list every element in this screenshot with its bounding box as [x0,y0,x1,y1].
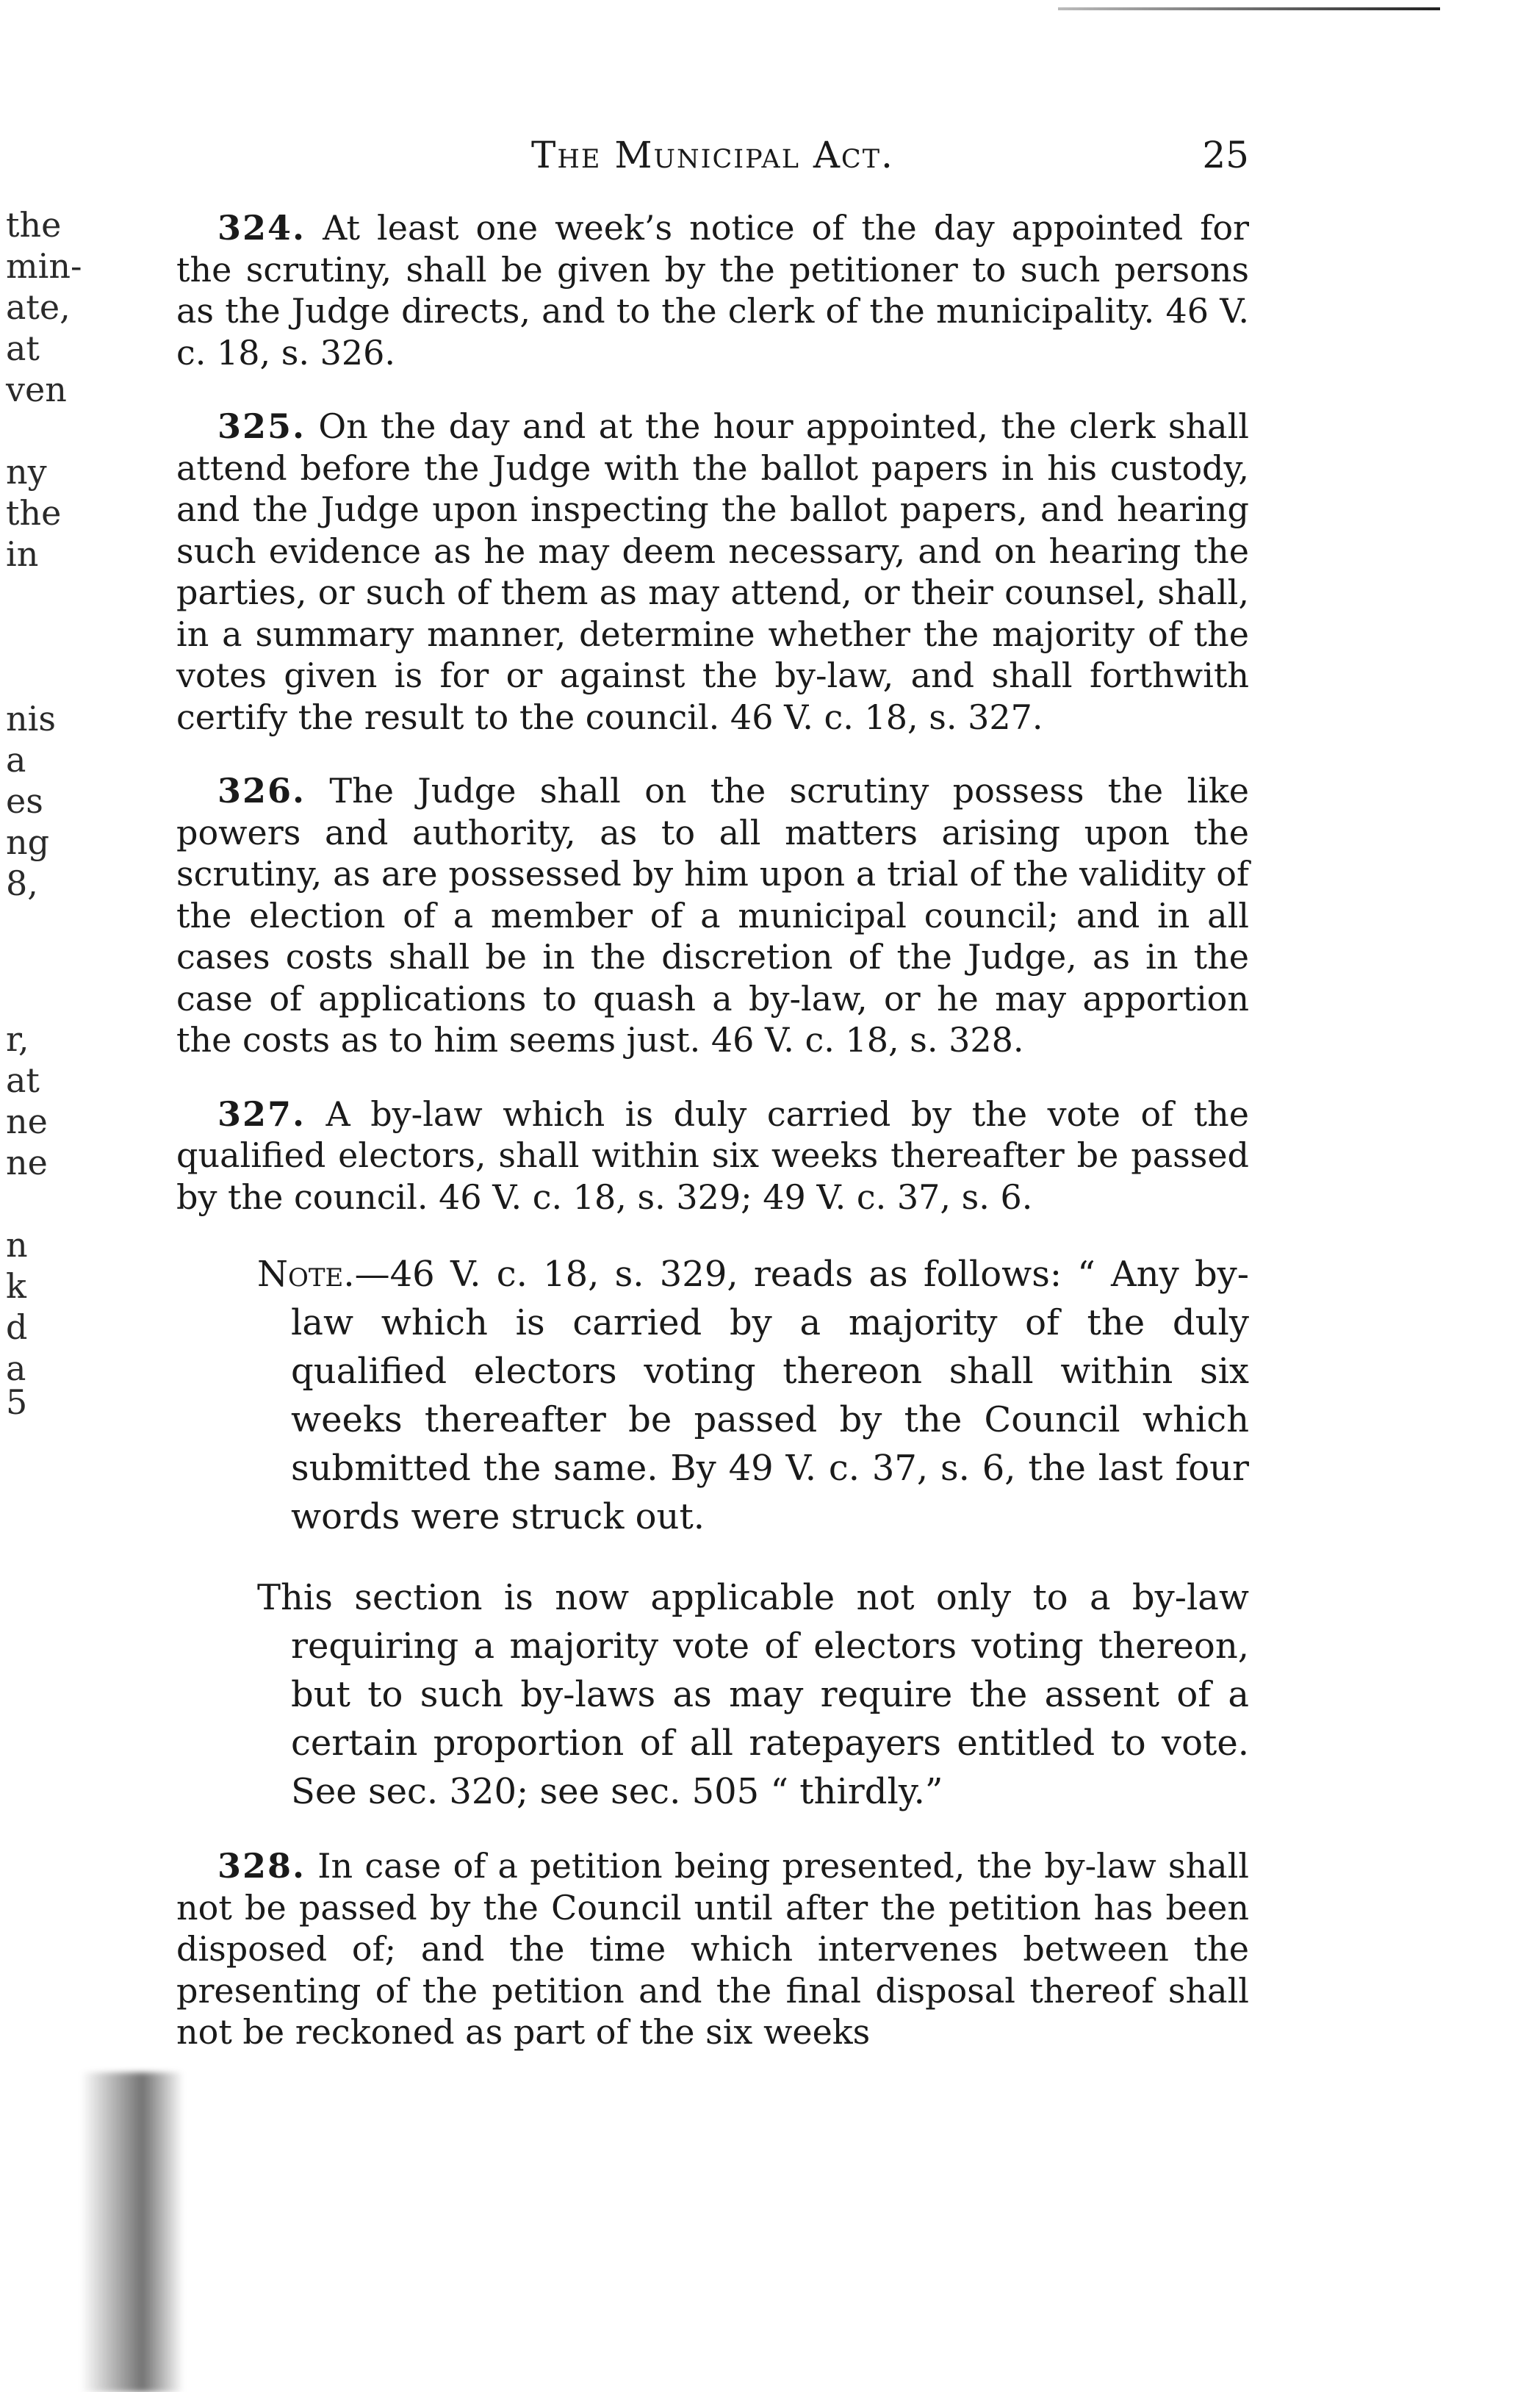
section-text: On the day and at the hour appointed, the clerk shall attend before the Judge with the ballot papers in his custody, and the Judge upon inspecting the ballot papers, and hearing such evidence as he may deem necessary, and on hearing the parties, or such of them as may attend, or their counsel, shall, in a summary manner, determine whether the majority of the votes given is for or against the by-law, and shall forthwith certify the result to the council. 46 V. c. 18, s. 327. [176,406,1250,737]
margin-fragment: k [6,1266,26,1306]
section-number: 324. [217,208,306,248]
margin-fragment: the [6,205,62,245]
section-number: 328. [217,1846,306,1886]
note-label: Note. [257,1254,355,1295]
section-text: In case of a petition being presented, the by-law shall not be passed by the Council until after the petition has been disposed of; and the time which intervenes between the presenting of the petition and the final disposal thereof shall not be reckoned as part of the six weeks [176,1846,1250,2052]
margin-fragment: a [6,740,26,780]
margin-fragment: ng [6,822,50,862]
margin-fragment: ne [6,1102,48,1141]
margin-fragment: in [6,534,39,574]
section-number: 326. [217,771,306,811]
section-number: 327. [217,1093,306,1134]
margin-fragment: min- [6,246,82,286]
section-327 [176,1093,1249,1218]
running-title: The Municipal Act. [531,134,894,176]
margin-fragment: ven [6,370,67,409]
margin-fragment: nis [6,699,56,739]
binding-shadow [81,2072,184,2392]
section-325 [176,406,1249,738]
margin-fragment: at [6,328,40,368]
section-328 [176,1845,1249,2053]
section-text: At least one week’s notice of the day appointed for the scrutiny, shall be given by the petitioner to such persons as the Judge directs, and to the clerk of the municipality. 46 V. c. 18, s. 326. [176,208,1250,373]
section-text: The Judge shall on the scrutiny possess the like powers and authority, as to all matters arising upon the scrutiny, as are possessed by him upon a trial of the validity of the election of a member of a municipal council; and in all cases costs shall be in the discretion of the Judge, as in the case of applications to quash a by-law, or he may apportion the costs as to him seems just. 46 V. c. 18, s. 328. [176,771,1249,1060]
margin-fragment: n [6,1225,28,1265]
section-326 [176,770,1249,1061]
page-body [176,207,1249,2086]
section-324 [176,207,1249,373]
commentary: This section is now applicable not only to a by-law requiring a majority vote of electors voting thereon, but to such by-laws as may require the assent of a certain proportion of all ratepayers entitled to vote. See sec. 320; see sec. 505 “ thirdly.” [257,1577,1249,1812]
margin-fragment: es [6,781,43,821]
note-text: —46 V. c. 18, s. 329, reads as follows: “ Any by-law which is carried by a majority of the duly qualified electors voting thereon shall within six weeks thereafter be passed by the Council which submitted the same. By 49 V. c. 37, s. 6, the last four words were struck out. [291,1254,1249,1537]
margin-fragment: 5 [6,1382,28,1422]
margin-fragment: a [6,1348,26,1388]
margin-fragment: ny [6,452,47,492]
page-header [176,134,1249,185]
section-text: A by-law which is duly carried by the vote of the qualified electors, shall within six weeks thereafter be passed by the council. 46 V. c. 18, s. 329; 49 V. c. 37, s. 6. [176,1093,1249,1217]
margin-fragment: ate, [6,287,71,327]
section-number: 325. [217,406,306,446]
page-number: 25 [1202,134,1249,176]
margin-fragment: 8, [6,863,38,903]
margin-fragment: r, [6,1019,29,1059]
editorial-note [257,1250,1249,1541]
adjacent-page-fragments [0,0,110,2392]
margin-fragment: at [6,1060,40,1100]
margin-fragment: the [6,493,62,533]
margin-fragment: d [6,1307,28,1347]
margin-fragment: ne [6,1143,48,1182]
top-rule [1058,7,1440,10]
